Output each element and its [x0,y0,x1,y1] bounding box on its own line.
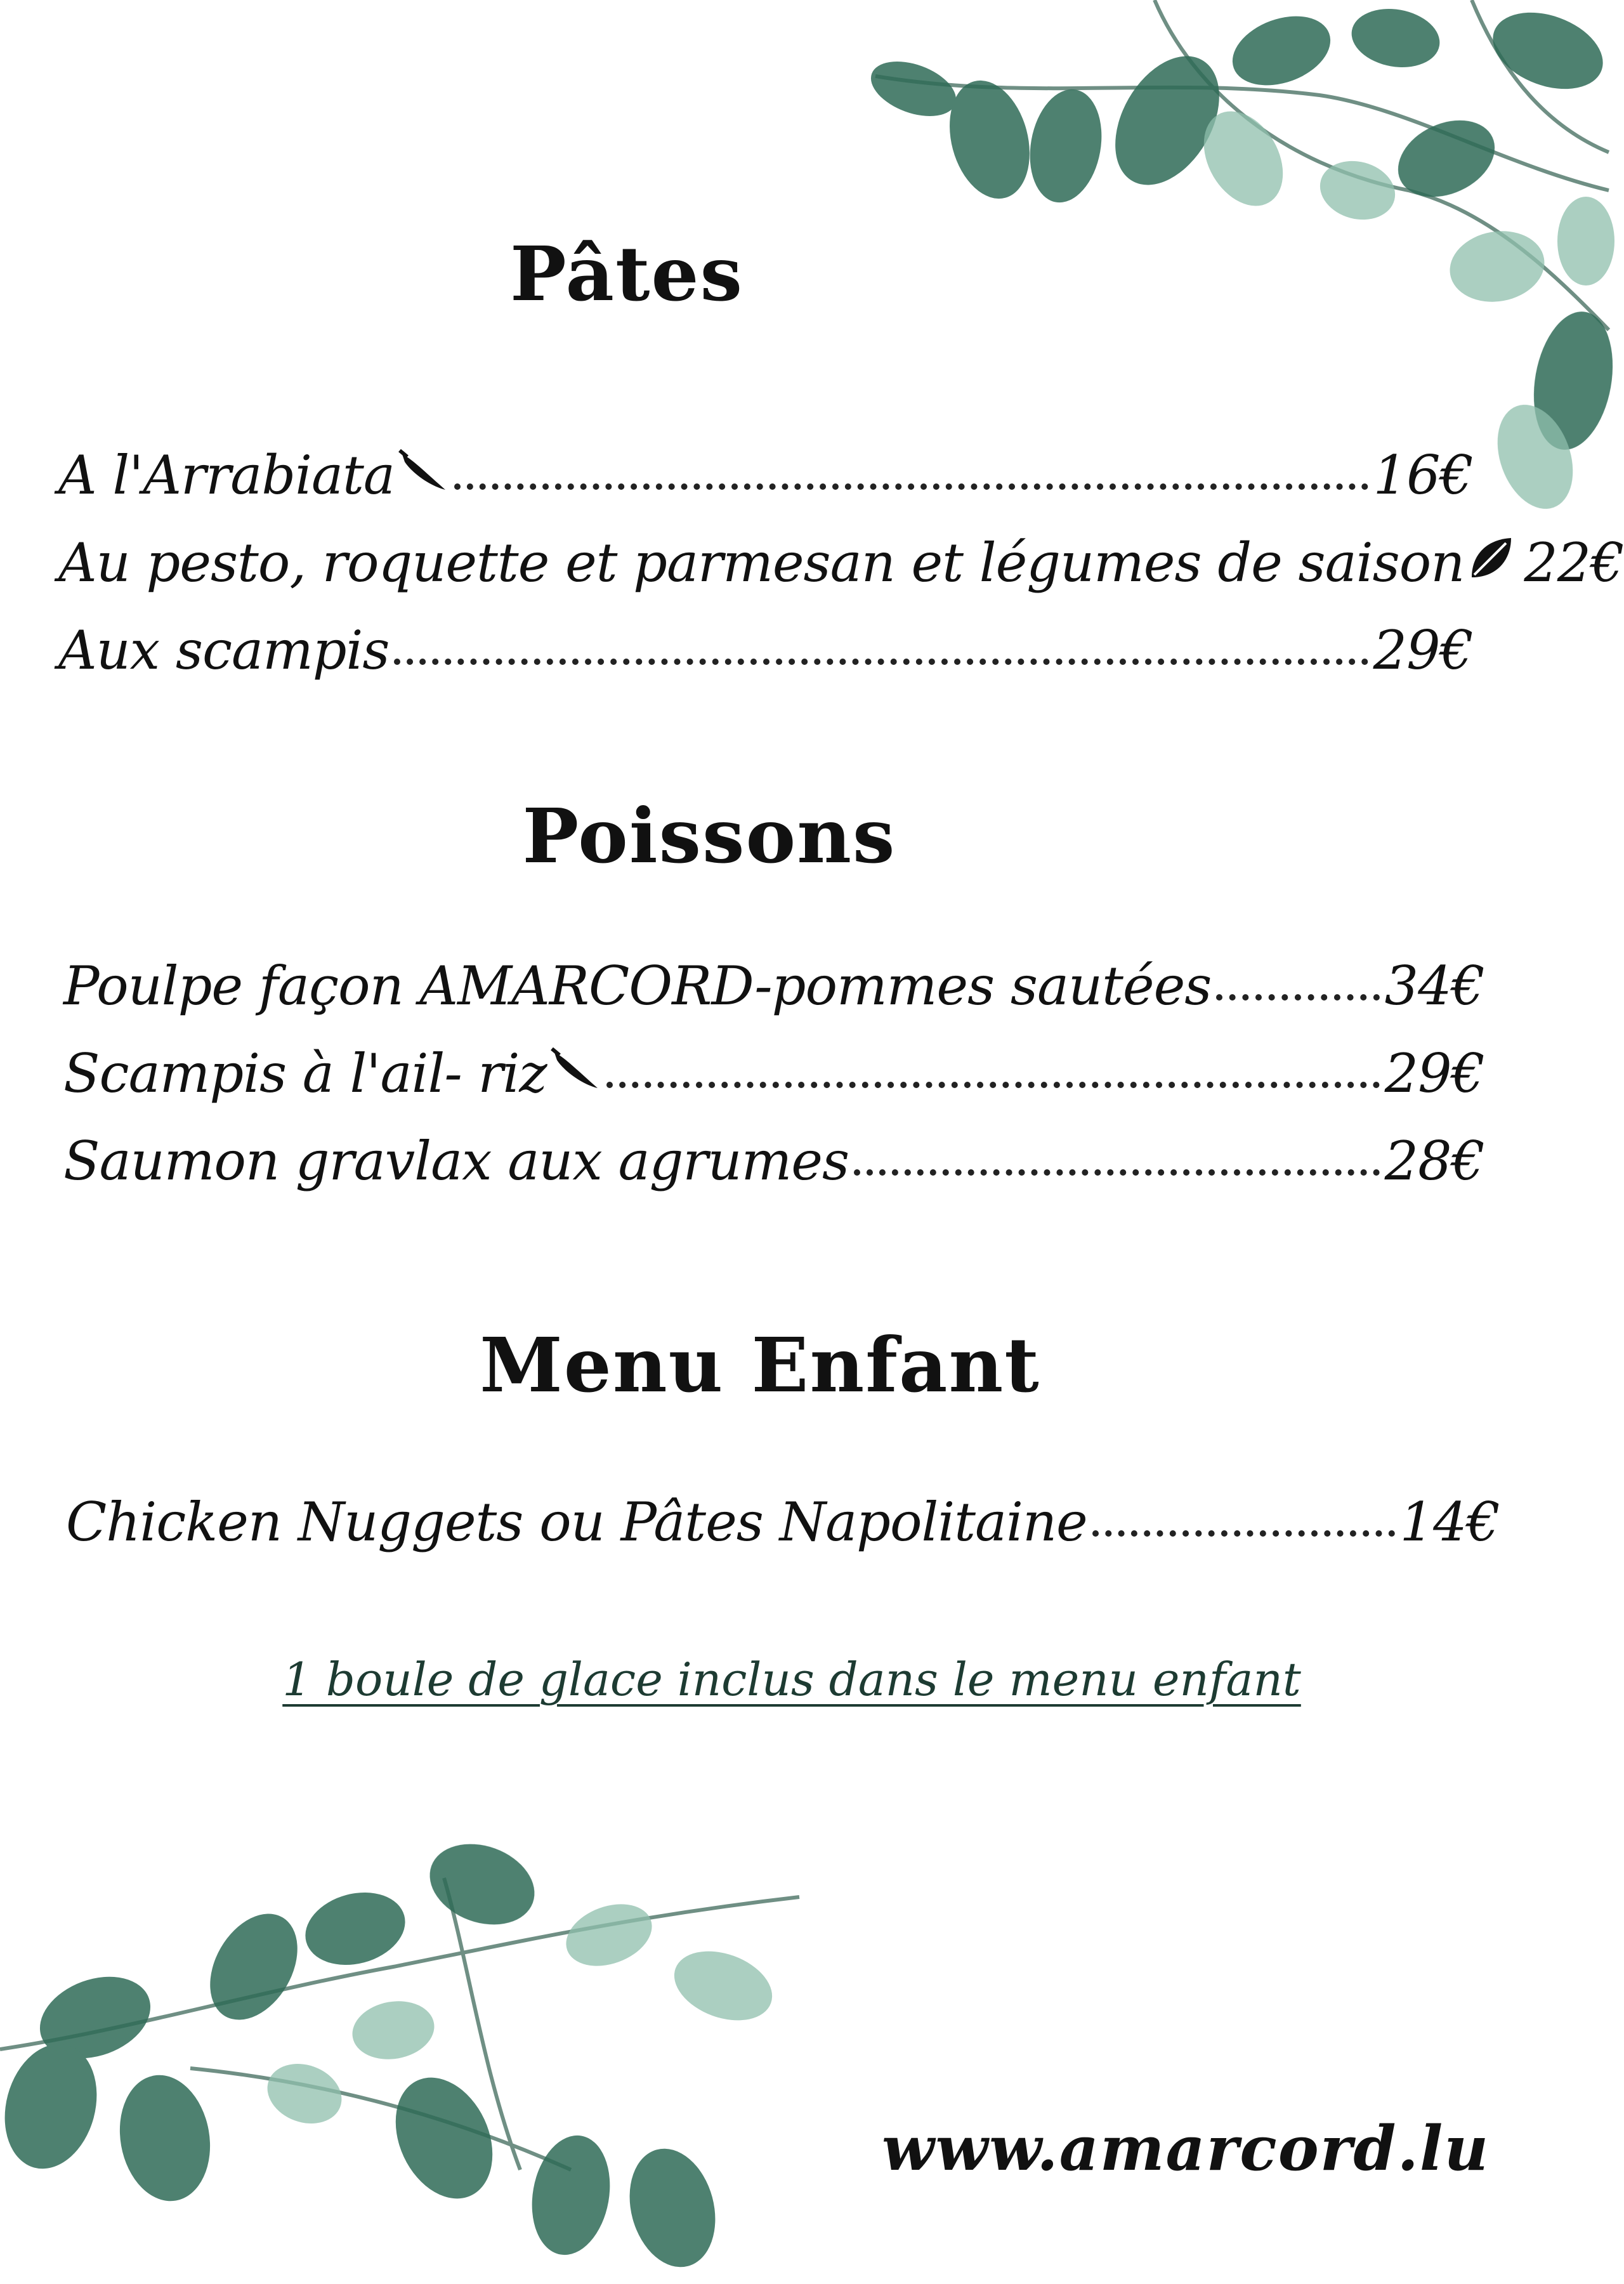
menu-item [58,619,1473,707]
dot-leader [1092,1525,1395,1537]
dot-leader [606,1077,1380,1088]
menu-item-price: 22€ [1524,532,1624,594]
menu-item [66,1491,1500,1578]
website-url[interactable]: www.amarcord.lu [882,2113,1490,2184]
menu-item-name: Au pesto, roquette et parmesan et légumes de saison [58,532,1465,594]
menu-item-price: 28€ [1384,1130,1484,1192]
menu-item [63,955,1484,1042]
menu-item-price: 29€ [1373,619,1473,681]
menu-item-name: Scampis à l'ail- riz [63,1042,547,1105]
leaf-icon [1468,532,1514,594]
menu-item-name: Aux scampis [58,619,390,681]
dot-leader [454,478,1368,490]
dot-leader [1216,989,1379,1001]
section-title-poissons: Poissons [522,792,896,880]
menu-item-name: A l'Arrabiata [58,444,395,506]
section-title-pates: Pâtes [509,230,744,318]
menu-item-name: Chicken Nuggets ou Pâtes Napolitaine [66,1491,1087,1553]
chili-pepper-icon [551,1042,601,1105]
menu-item [58,532,1624,619]
menu-list-enfant [66,1491,1500,1578]
menu-item-price: 29€ [1384,1042,1484,1105]
menu-item-price: 16€ [1373,444,1473,506]
menu-item-name: Poulpe façon AMARCORD-pommes sautées [63,955,1212,1017]
dot-leader [854,1164,1380,1176]
dot-leader [394,653,1368,665]
menu-item [63,1130,1484,1217]
section-title-menu-enfant: Menu Enfant [480,1321,1040,1409]
menu-item-price: 34€ [1384,955,1484,1017]
chili-pepper-icon [398,444,449,506]
menu-list-pates [58,444,1624,707]
eucalyptus-leaves-bottom-illustration [0,1840,837,2284]
menu-item-price: 14€ [1399,1491,1500,1553]
kids-menu-note: 1 boule de glace inclus dans le menu enfant [282,1653,1301,1706]
menu-item [63,1042,1484,1130]
menu-item [58,444,1473,532]
menu-list-poissons [63,955,1484,1217]
menu-item-name: Saumon gravlax aux agrumes [63,1130,849,1192]
